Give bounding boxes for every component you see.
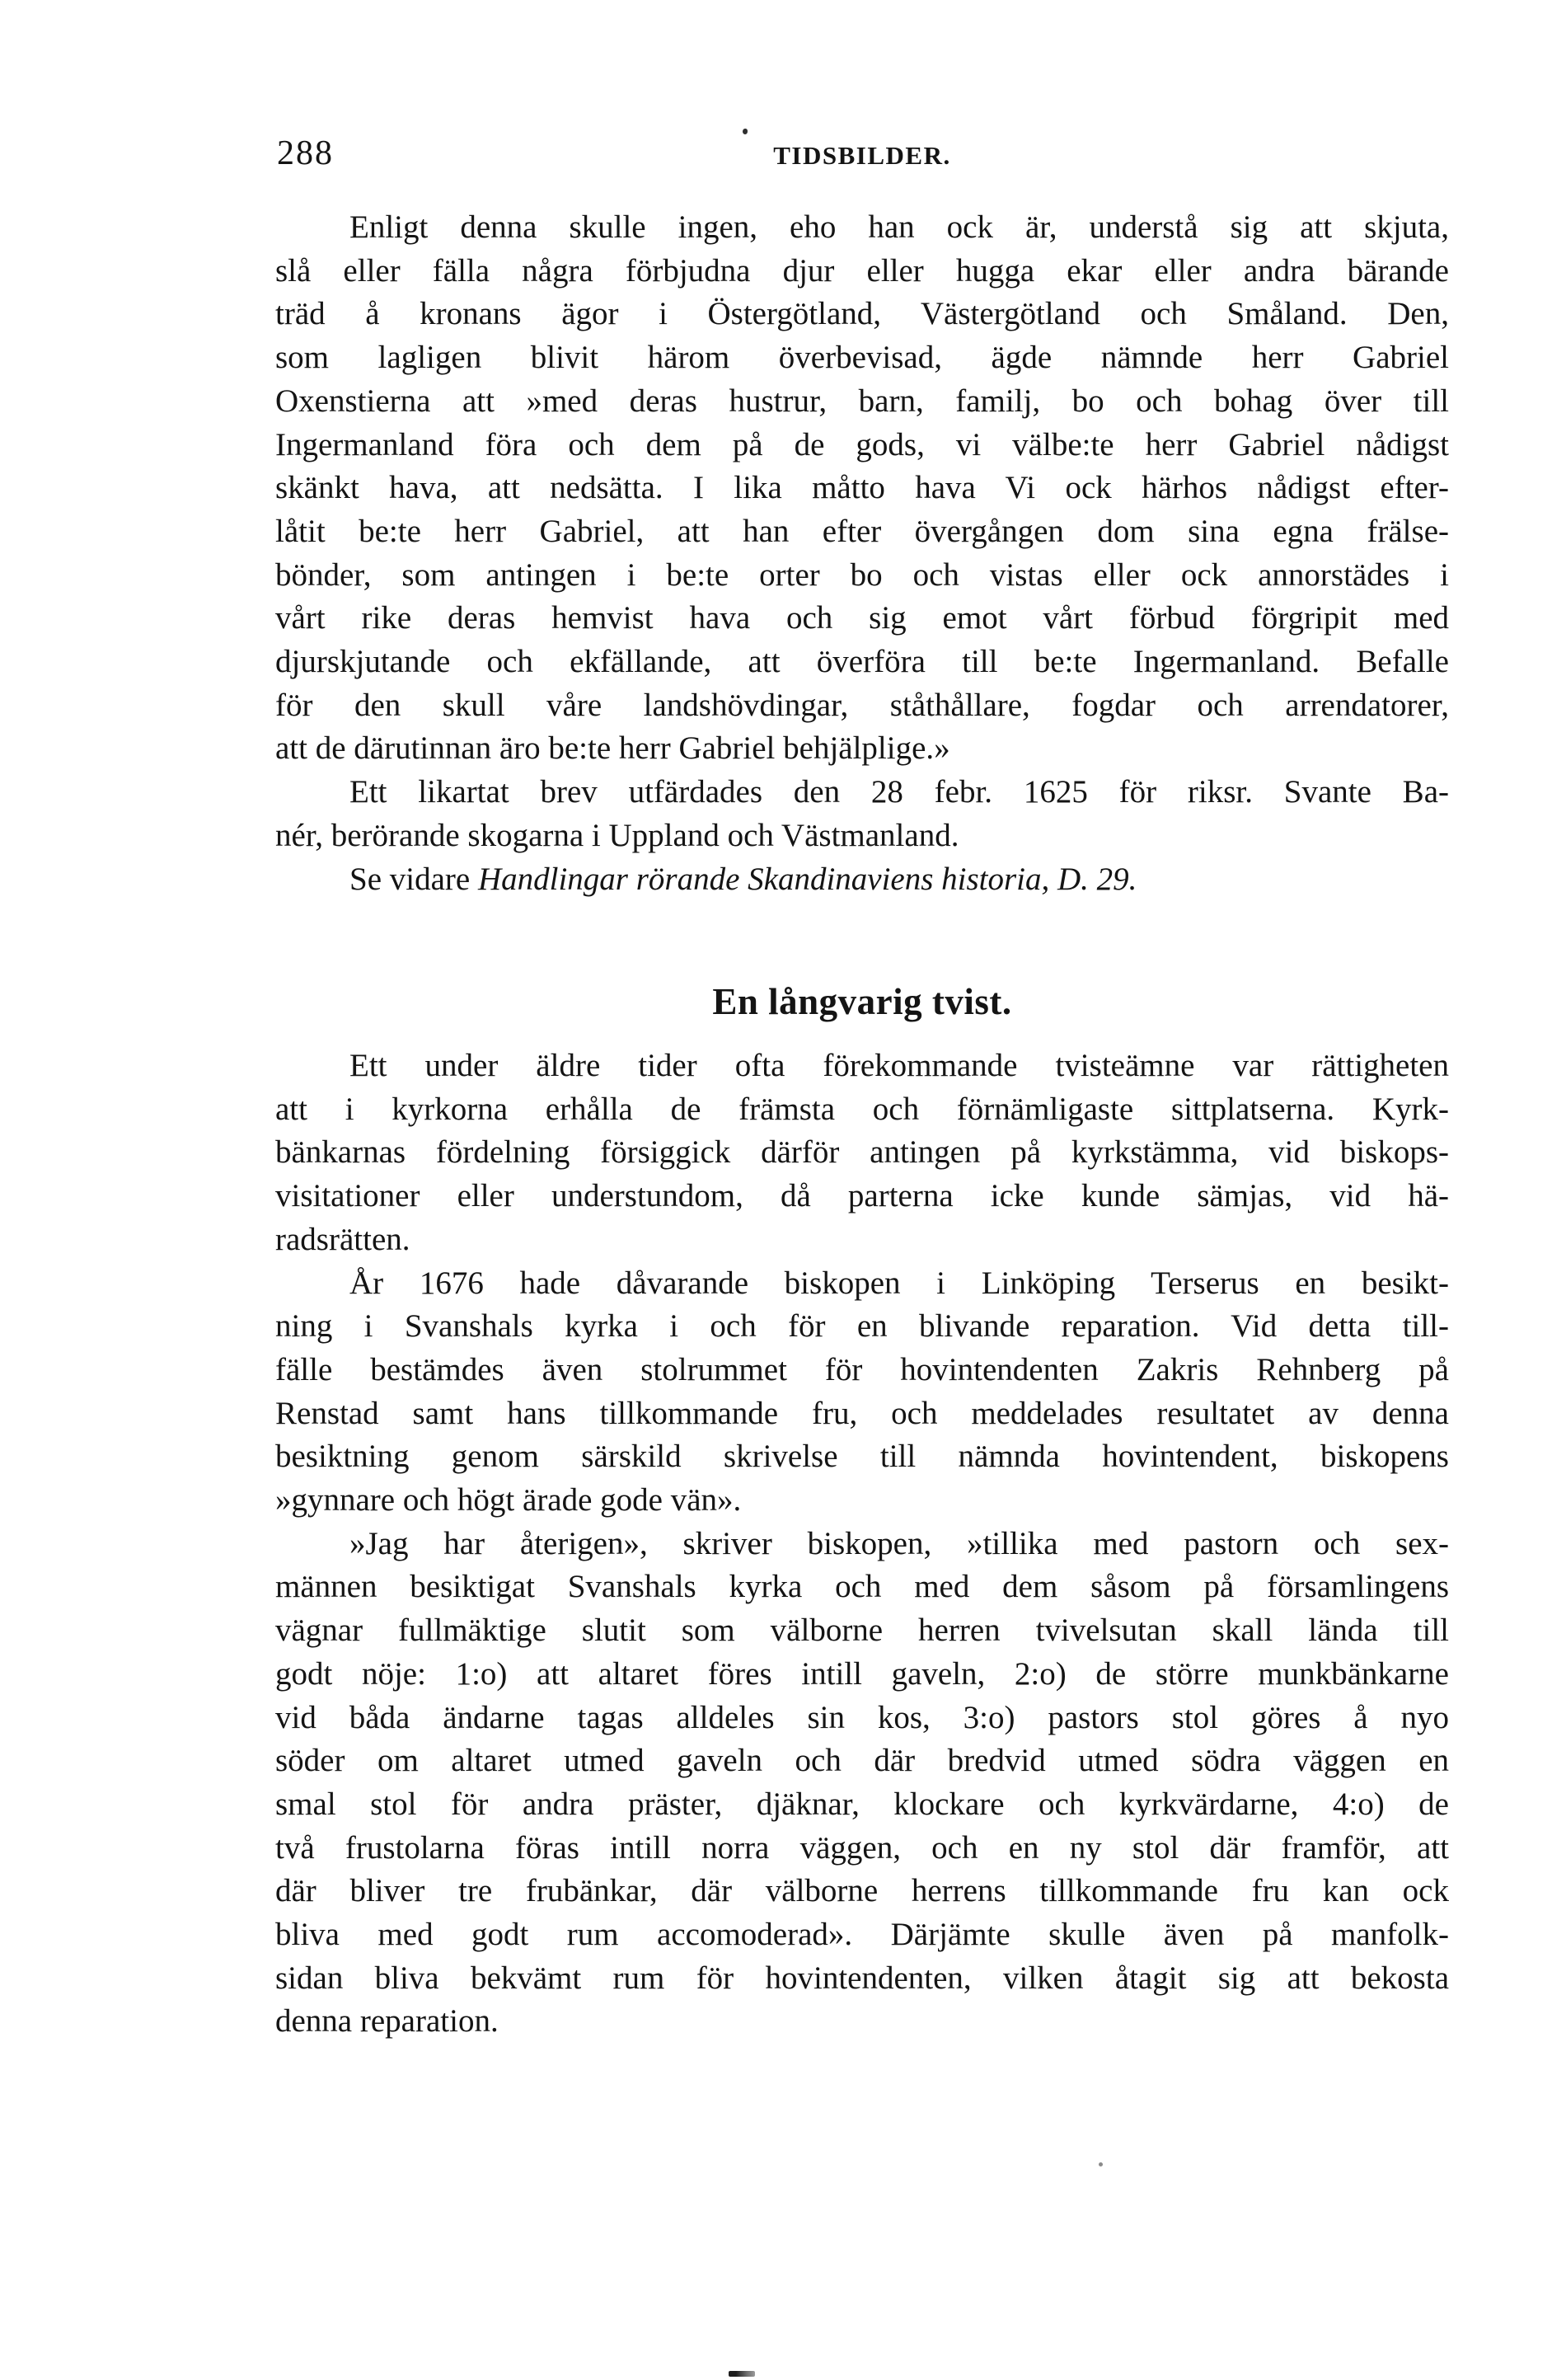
- text-line: vid båda ändarne tagas alldeles sin kos, 3:o) pastors stol göres å nyo: [275, 1699, 1449, 1735]
- text-line: visitationer eller understundom, då parterna icke kunde sämjas, vid hä-: [275, 1178, 1449, 1214]
- text-line: besiktning genom särskild skrivelse till nämnda hovintendent, biskopens: [275, 1439, 1449, 1475]
- text-line: slå eller fälla några förbjudna djur eller hugga ekar eller andra bärande: [275, 252, 1449, 289]
- text-line: två frustolarna föras intill norra väggen, och en ny stol där framför, att: [275, 1829, 1449, 1866]
- running-head: [275, 134, 1449, 172]
- text-line: År 1676 hade dåvarande biskopen i Linköping Terserus en besikt-: [349, 1265, 1449, 1301]
- text-line: skänkt hava, att nedsätta. I lika måtto hava Vi ock härhos nådigst efter-: [275, 470, 1449, 506]
- italic-citation-text: Handlingar rörande Skandinaviens historia, D. 29.: [477, 861, 1137, 897]
- text-line: att de därutinnan äro be:te herr Gabriel behjälplige.»: [275, 730, 950, 767]
- regular-text: Se vidare: [349, 861, 478, 897]
- text-line: för den skull våre landshövdingar, ståthållare, fogdar och arrendatorer,: [275, 687, 1449, 723]
- text-line: vägnar fullmäktige slutit som välborne herren tvivelsutan skall lända till: [275, 1612, 1449, 1649]
- intro-text-block: [275, 206, 1449, 901]
- text-line: Renstad samt hans tillkommande fru, och meddelades resultatet av denna: [275, 1395, 1449, 1431]
- paragraph: [275, 206, 1449, 771]
- text-line: Ett under äldre tider ofta förekommande tvisteämne var rättigheten: [349, 1048, 1449, 1083]
- text-line: djurskjutande och ekfällande, att överföra till be:te Ingermanland. Befalle: [275, 644, 1449, 680]
- text-line: bänkarnas fördelning försiggick därför antingen på kyrkstämma, vid biskops-: [275, 1134, 1449, 1171]
- page-number: 288: [277, 134, 334, 172]
- text-line: låtit be:te herr Gabriel, att han efter övergången dom sina egna frälse-: [275, 513, 1449, 549]
- text-line: radsrätten.: [275, 1221, 410, 1257]
- ink-speck-small: [1099, 2162, 1103, 2166]
- text-line: Ingermanland föra och dem på de gods, vi välbe:te herr Gabriel nådigst: [275, 426, 1449, 462]
- text-line: Oxenstierna att »med deras hustrur, barn, familj, bo och bohag över till: [275, 383, 1449, 419]
- text-line: männen besiktigat Svanshals kyrka och med dem såsom på församlingens: [275, 1569, 1449, 1605]
- paragraph: [275, 1262, 1449, 1523]
- text-line: vårt rike deras hemvist hava och sig emot vårt förbud förgripit med: [275, 600, 1449, 636]
- paragraph: [275, 1044, 1449, 1262]
- text-line: som lagligen blivit härom överbevisad, ägde nämnde herr Gabriel: [275, 340, 1449, 376]
- paragraph: [275, 858, 1449, 902]
- paragraph: [275, 771, 1449, 857]
- text-line: fälle bestämdes även stolrummet för hovintendenten Zakris Rehnberg på: [275, 1351, 1449, 1387]
- text-line: sidan bliva bekvämt rum för hovintendenten, vilken åtagit sig att bekosta: [275, 1960, 1449, 1996]
- text-line: »Jag har återigen», skriver biskopen, »tillika med pastorn och sex-: [349, 1525, 1449, 1561]
- text-line: där bliver tre frubänkar, där välborne herrens tillkommande fru kan ock: [275, 1873, 1449, 1909]
- text-line: att i kyrkorna erhålla de främsta och förnämligaste sittplatserna. Kyrk-: [275, 1091, 1449, 1127]
- text-line: Enligt denna skulle ingen, eho han ock är, understå sig att skjuta,: [349, 209, 1449, 245]
- section-heading: En långvarig tvist.: [712, 981, 1012, 1022]
- text-line: »gynnare och högt ärade gode vän».: [275, 1482, 742, 1519]
- text-line: denna reparation.: [275, 2003, 499, 2040]
- text-line: bönder, som antingen i be:te orter bo och vistas eller ock annorstädes i: [275, 556, 1449, 593]
- tvist-text-block: [275, 1044, 1449, 2044]
- text-line: [275, 858, 1449, 902]
- running-header-title: TIDSBILDER.: [773, 141, 951, 170]
- text-line: träd å kronans ägor i Östergötland, Västergötland och Småland. Den,: [275, 296, 1449, 332]
- text-line: nér, berörande skogarna i Uppland och Västmanland.: [275, 817, 959, 853]
- text-line: Ett likartat brev utfärdades den 28 febr. 1625 för riksr. Svante Ba-: [349, 774, 1449, 810]
- text-line: ning i Svanshals kyrka i och för en blivande reparation. Vid detta till-: [275, 1308, 1449, 1345]
- text-line: söder om altaret utmed gaveln och där bredvid utmed södra väggen en: [275, 1743, 1449, 1779]
- page-bottom-mark: [729, 2371, 755, 2377]
- ink-speck-top: [743, 129, 748, 134]
- text-line: godt nöje: 1:o) att altaret föres intill gaveln, 2:o) de större munkbänkarne: [275, 1655, 1449, 1692]
- paragraph: [275, 1523, 1449, 2044]
- text-line: bliva med godt rum accomoderad». Därjämte skulle även på manfolk-: [275, 1917, 1449, 1953]
- text-line: smal stol för andra präster, djäknar, klockare och kyrkvärdarne, 4:o) de: [275, 1786, 1449, 1822]
